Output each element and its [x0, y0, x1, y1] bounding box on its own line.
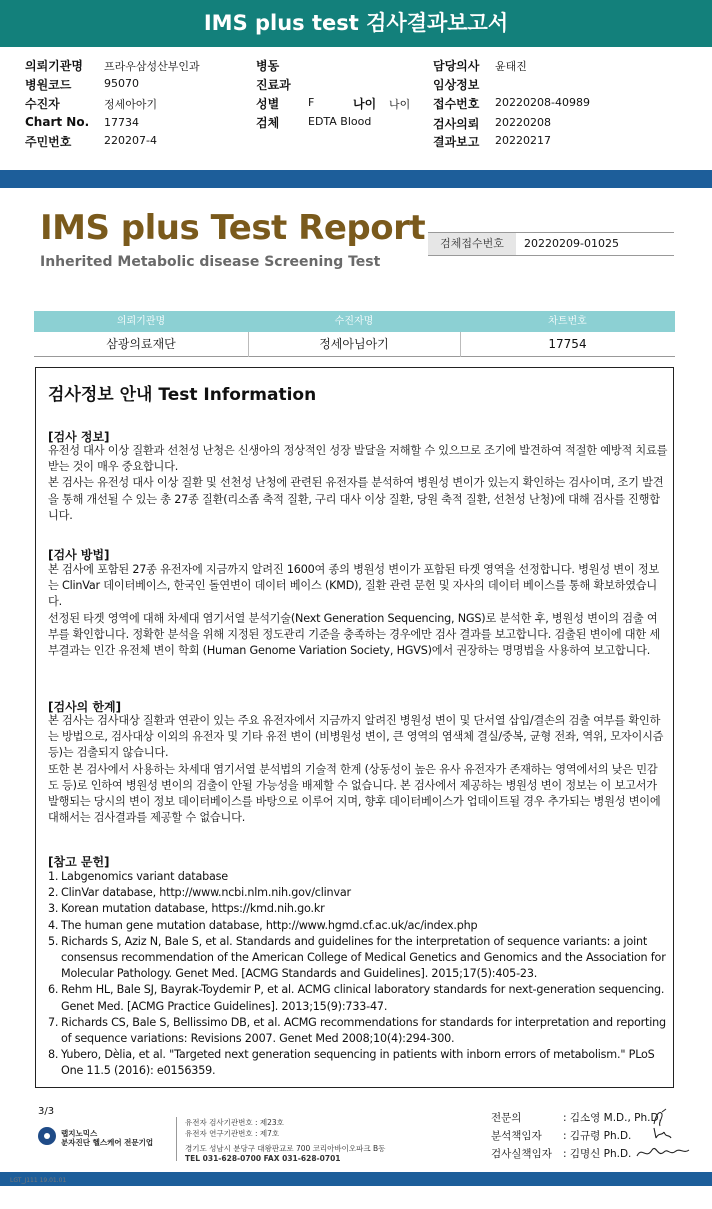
test-information-heading: 검사정보 안내 Test Information	[48, 385, 317, 405]
contact-value: : 김명신 Ph.D.	[563, 1148, 632, 1160]
header-value: 220207-4	[104, 134, 157, 147]
reference-text: Labgenomics variant database	[61, 870, 228, 883]
form-code: LGT_J111 19.01.01	[10, 1177, 67, 1184]
contact-label: 분석책임자	[491, 1130, 542, 1142]
header-label: 검사의뢰	[433, 117, 480, 131]
header-value: 정세아아기	[104, 98, 158, 111]
reference-text: Korean mutation database, https://kmd.nih.go.kr	[61, 902, 325, 916]
reference-item	[48, 918, 668, 934]
section-title: [검사의 한계]	[48, 700, 122, 714]
accession-label: 검체접수번호	[428, 233, 516, 255]
reference-item	[48, 885, 668, 901]
reference-text: Yubero, Dèlia, et al. "Targeted next generation sequencing in patients with inborn errors of metabolism." PLoS One 11.5 (2016): e0156359.	[61, 1048, 655, 1078]
footer-info-line: 유전자 연구기관번호 : 제7호	[185, 1129, 280, 1138]
section-title: [검사 정보]	[48, 430, 110, 444]
table-divider	[248, 332, 249, 357]
paragraph: 본 검사는 검사대상 질환과 연관이 있는 주요 유전자에서 지금까지 알려진 병원성 변이 및 단서열 삽입/결손의 검출 여부를 확인하는 방법으로, 검사대상 이외의 유전자 및 기타 유전 변이 (비병원성 변이, 큰 영역의 염색체 결실/중복, 균형 전좌, 역위, 모자이시즘 등)는 검출되지 않습니다.	[48, 714, 664, 760]
patient-header	[0, 47, 712, 152]
header-value: EDTA Blood	[308, 115, 372, 128]
section-title: [참고 문헌]	[48, 855, 110, 869]
patient-info-table	[34, 311, 675, 357]
section-body	[48, 443, 668, 524]
reference-number: 7.	[48, 1015, 59, 1029]
paragraph: 본 검사는 유전성 대사 이상 질환 및 선천성 난청에 관련된 유전자를 분석하여 병원성 변이가 있는지 확인하는 검사이며, 조기 발견을 통해 개선될 수 있는 총 27종 질환(리소좀 축적 질환, 구리 대사 이상 질환, 당원 축적 질환, 선천성 난청)에 대해 검사를 진행합니다.	[48, 476, 664, 522]
reference-number: 4.	[48, 918, 59, 932]
reference-number: 6.	[48, 983, 59, 997]
logo-tagline: 분자진단 헬스케어 전문기업	[61, 1138, 154, 1147]
divider-bar	[0, 170, 712, 188]
footer-info-line: 유전자 검사기관번호 : 제23호	[185, 1118, 284, 1127]
table-cell: 17754	[460, 332, 675, 357]
contact-value: : 김규령 Ph.D.	[563, 1130, 632, 1142]
header-label: 나이	[353, 97, 377, 111]
header-label: 의뢰기관명	[25, 59, 83, 73]
logo-icon	[38, 1127, 56, 1145]
report-title: IMS plus Test Report	[40, 208, 426, 248]
header-label: 결과보고	[433, 135, 480, 149]
paragraph: 본 검사에 포함된 27종 유전자에 지금까지 알려진 1600여 종의 병원성 변이가 포함된 타겟 영역을 선정합니다. 병원성 변이 정보는 ClinVar 데이터베이스, 한국인 돌연변이 데이터 베이스 (KMD), 질환 관련 문헌 및 자사의 데이터 베이스를 통해 확보하였습니다.	[48, 563, 660, 609]
table-header: 차트번호	[460, 311, 675, 332]
header-value: 95070	[104, 77, 139, 90]
table-cell: 삼광의료재단	[34, 332, 248, 357]
table-divider	[460, 332, 461, 357]
reference-item	[48, 869, 668, 885]
header-value: F	[308, 96, 315, 109]
reference-text: Richards S, Aziz N, Bale S, et al. Standards and guidelines for the interpretation of sequence variants: a joint consensus recommendation of the American College of Medical Genetics and Genomics and the Association for Molecular Pathology. Genet Med. [ACMG Standards and Guidelines]. 2015;17(5):405-23.	[61, 934, 666, 981]
reference-text: Richards CS, Bale S, Bellissimo DB, et al. ACMG recommendations for standards for interpretation and reporting of sequence variations: Revisions 2007. Genet Med 2008;10(4):294-300.	[61, 1015, 666, 1046]
reference-text: The human gene mutation database, http://www.hgmd.cf.ac.uk/ac/index.php	[61, 918, 478, 932]
section-body	[48, 562, 668, 659]
header-value: 20220208	[495, 116, 551, 129]
header-label: 접수번호	[433, 97, 480, 111]
reference-number: 2.	[48, 886, 59, 900]
reference-list	[48, 869, 668, 1080]
footer-bar	[0, 1172, 712, 1186]
header-label: 성별	[256, 97, 280, 111]
header-value: 17734	[104, 116, 139, 129]
report-banner-title: IMS plus test 검사결과보고서	[0, 0, 712, 47]
reference-text: ClinVar database, http://www.ncbi.nlm.nih.gov/clinvar	[61, 886, 351, 900]
header-label: Chart No.	[25, 115, 90, 129]
contact-label: 전문의	[491, 1112, 522, 1124]
reference-number: 1.	[48, 870, 59, 883]
reference-item	[48, 1015, 668, 1047]
section-body	[48, 713, 668, 826]
paragraph: 유전성 대사 이상 질환과 선천성 난청은 신생아의 정상적인 성장 발달을 저해할 수 있으므로 조기에 발견하여 적절한 예방적 치료를 받는 것이 매우 중요합니다.	[48, 444, 668, 474]
section-title: [검사 방법]	[48, 548, 110, 562]
page-number: 3/3	[38, 1106, 55, 1117]
reference-number: 5.	[48, 934, 59, 948]
header-value: 프라우삼성산부인과	[104, 60, 200, 73]
header-label: 주민번호	[25, 135, 72, 149]
logo-text: 랩지노믹스	[61, 1129, 98, 1138]
accession-value: 20220209-01025	[524, 237, 619, 250]
header-value: 윤태진	[495, 60, 527, 73]
contact-label: 검사실책임자	[491, 1148, 552, 1160]
header-label: 검체	[256, 116, 280, 130]
header-value: 나이	[389, 98, 411, 111]
header-value: 20220217	[495, 134, 551, 147]
signature-kim-myungshin	[634, 1142, 692, 1162]
accession-number-box	[428, 232, 674, 256]
header-label: 병동	[256, 59, 280, 73]
reference-item	[48, 934, 668, 983]
footer-address: 경기도 성남시 분당구 대왕판교로 700 코리아바이오파크 B동	[185, 1144, 386, 1153]
company-logo	[38, 1127, 172, 1149]
header-label: 수진자	[25, 97, 60, 111]
header-label: 담당의사	[433, 59, 480, 73]
paragraph: 또한 본 검사에서 사용하는 차세대 염기서열 분석법의 기술적 한계 (상동성이 높은 유사 유전자가 존재하는 영역에서의 낮은 민감도 등)로 인하여 병원성 변이의 검출이 안될 가능성을 배제할 수 없습니다. 본 검사에서 제공하는 병원성 변이 정보는 이 보고서가 발행되는 당시의 변이 정보 데이터베이스를 바탕으로 이루어 지며, 향후 데이터베이스가 업데이트될 경우 추가되는 병원성 변이에 대해서는 검사결과를 제공할 수 없습니다.	[48, 762, 661, 825]
footer-phone: TEL 031-628-0700 FAX 031-628-0701	[185, 1154, 341, 1163]
reference-text: Rehm HL, Bale SJ, Bayrak-Toydemir P, et al. ACMG clinical laboratory standards for next-generation sequencing. Genet Med. [ACMG Practice Guidelines]. 2013;15(9):733-47.	[61, 983, 665, 1013]
footer-divider	[176, 1117, 177, 1161]
reference-item	[48, 982, 668, 1014]
reference-number: 8.	[48, 1048, 59, 1062]
paragraph: 선정된 타겟 영역에 대해 차세대 염기서열 분석기술(Next Generation Sequencing, NGS)로 분석한 후, 병원성 변이의 검출 여부를 확인합니다. 정확한 분석을 위해 지정된 정도관리 기준을 충족하는 경우에만 검사 결과를 보고합니다. 검출된 변이에 대한 세부결과는 인간 유전체 변이 학회 (Human Genome Variation Society, HGVS)에서 권장하는 명명법을 사용하여 보고합니다.	[48, 611, 660, 658]
reference-item	[48, 1047, 668, 1079]
header-label: 병원코드	[25, 78, 72, 92]
header-value: 20220208-40989	[495, 96, 590, 109]
table-header: 수진자명	[248, 311, 460, 332]
signature-kim-gyuryeong	[651, 1124, 673, 1144]
contact-value: : 김소영 M.D., Ph.D.	[563, 1112, 662, 1124]
reference-number: 3.	[48, 902, 59, 916]
table-cell: 정세아님아기	[248, 332, 460, 357]
table-header: 의뢰기관명	[34, 311, 248, 332]
reference-item	[48, 901, 668, 917]
header-label: 임상정보	[433, 78, 480, 92]
report-subtitle: Inherited Metabolic disease Screening Test	[40, 254, 381, 270]
header-label: 진료과	[256, 78, 291, 92]
